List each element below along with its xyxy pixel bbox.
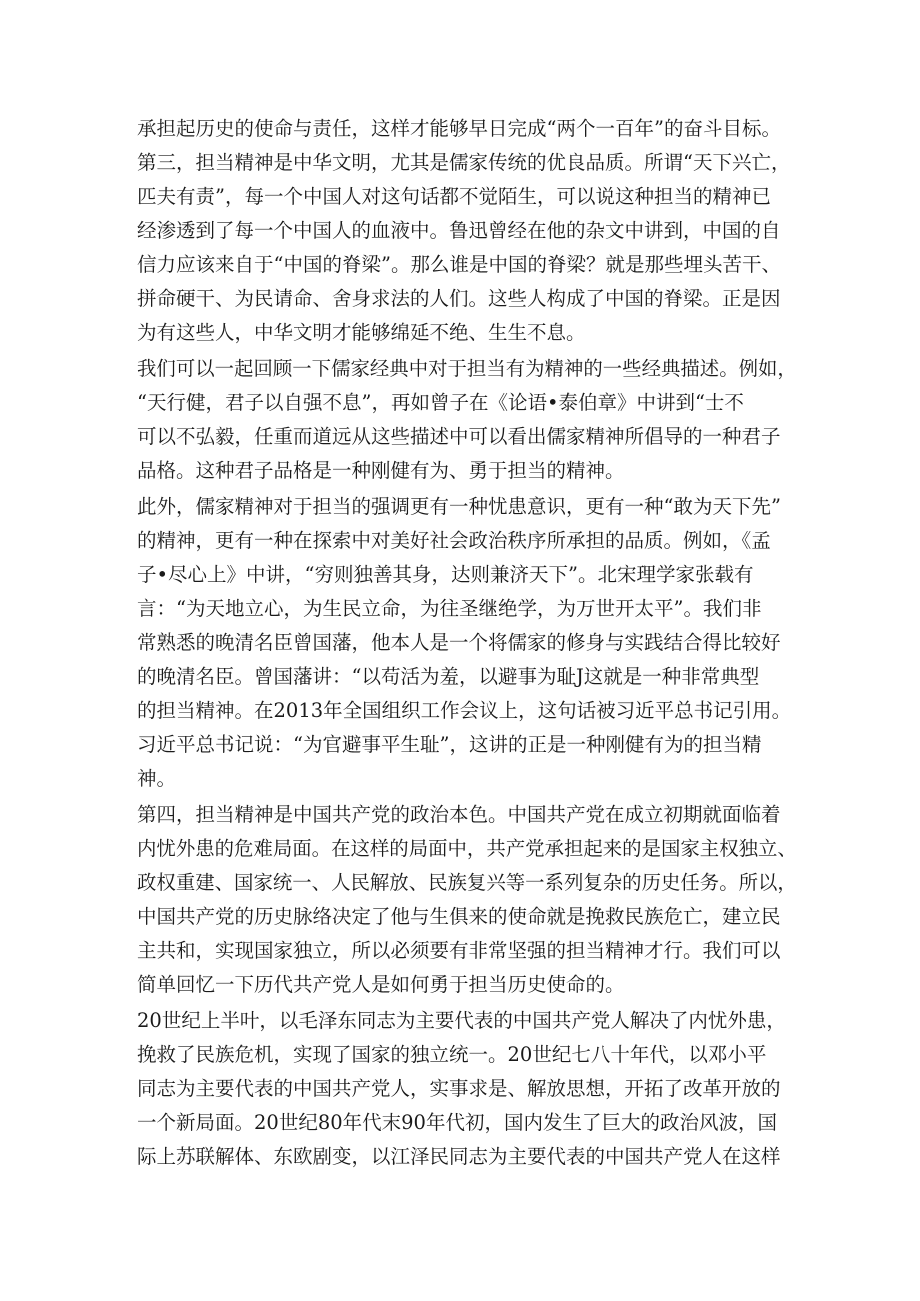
text-line-9: “天行健，君子以自强不息”，再如曾子在《论语•泰伯章》中讲到“士不 (137, 391, 744, 414)
text-line-18: 的担当精神。在2013年全国组织工作会议上，这句话被习近平总书记引用。 (137, 699, 792, 722)
text-line-19: 习近平总书记说：“为官避事平生耻”，这讲的正是一种刚健有为的担当精 (137, 733, 762, 756)
text-line-5: 信力应该来自于“中国的脊梁”。那么谁是中国的脊梁？就是那些埋头苦干、 (137, 253, 781, 276)
text-line-22: 内忧外患的危难局面。在这样的局面中，共产党承担起来的是国家主权独立、 (137, 837, 797, 860)
text-line-14: 子•尽心上》中讲，“穷则独善其身，达则兼济天下”。北宋理学家张载有 (137, 563, 754, 586)
text-line-6: 拼命硬干、为民请命、舍身求法的人们。这些人构成了中国的脊梁。正是因 (137, 287, 781, 310)
text-line-15: 言：“为天地立心，为生民立命，为往圣继绝学，为万世开太平”。我们非 (137, 597, 762, 620)
text-line-28: 挽救了民族危机，实现了国家的独立统一。20世纪七八十年代，以邓小平 (137, 1043, 767, 1066)
text-line-7: 为有这些人，中华文明才能够绵延不绝、生生不息。 (137, 321, 586, 344)
text-line-30: 一个新局面。20世纪80年代末90年代初，国内发生了巨大的政治风波，国 (137, 1111, 777, 1134)
text-line-17: 的晚清名臣。曾国藩讲：“以苟活为羞，以避事为耻J这就是一种非常典型 (137, 665, 760, 688)
text-line-4: 经渗透到了每一个中国人的血液中。鲁迅曾经在他的杂文中讲到，中国的自 (137, 219, 781, 242)
text-line-20: 神。 (137, 767, 177, 790)
text-line-23: 政权重建、国家统一、人民解放、民族复兴等一系列复杂的历史任务。所以， (137, 871, 797, 894)
text-line-13: 的精神，更有一种在探索中对美好社会政治秩序所承担的品质。例如，《孟 (137, 529, 771, 552)
text-line-25: 主共和，实现国家独立，所以必须要有非常坚强的担当精神才行。我们可以 (137, 939, 781, 962)
text-line-11: 品格。这种君子品格是一种刚健有为、勇于担当的精神。 (137, 459, 625, 482)
text-line-31: 际上苏联解体、东欧剧变，以江泽民同志为主要代表的中国共产党人在这样 (137, 1145, 781, 1168)
text-line-1: 承担起历史的使命与责任，这样才能够早日完成“两个一百年”的奋斗目标。 (137, 117, 781, 140)
text-line-24: 中国共产党的历史脉络决定了他与生俱来的使命就是挽救民族危亡，建立民 (137, 905, 781, 928)
text-line-12: 此外，儒家精神对于担当的强调更有一种忧患意识，更有一种“敢为天下先” (137, 495, 781, 518)
text-line-10: 可以不弘毅，任重而道远从这些描述中可以看出儒家精神所倡导的一种君子 (137, 425, 781, 448)
text-line-16: 常熟悉的晚清名臣曾国藩，他本人是一个将儒家的修身与实践结合得比较好 (137, 631, 781, 654)
text-line-26: 简单回忆一下历代共产党人是如何勇于担当历史使命的。 (137, 973, 625, 996)
text-line-27: 20世纪上半叶，以毛泽东同志为主要代表的中国共产党人解决了内忧外患， (137, 1009, 786, 1032)
text-line-3: 匹夫有责”，每一个中国人对这句话都不觉陌生，可以说这种担当的精神已 (137, 185, 771, 208)
text-line-29: 同志为主要代表的中国共产党人，实事求是、解放思想，开拓了改革开放的 (137, 1077, 781, 1100)
text-line-2: 第三，担当精神是中华文明，尤其是儒家传统的优良品质。所谓“天下兴亡， (137, 151, 791, 174)
text-line-8: 我们可以一起回顾一下儒家经典中对于担当有为精神的一些经典描述。例如， (137, 357, 797, 380)
text-line-21: 第四，担当精神是中国共产党的政治本色。中国共产党在成立初期就面临着 (137, 803, 781, 826)
